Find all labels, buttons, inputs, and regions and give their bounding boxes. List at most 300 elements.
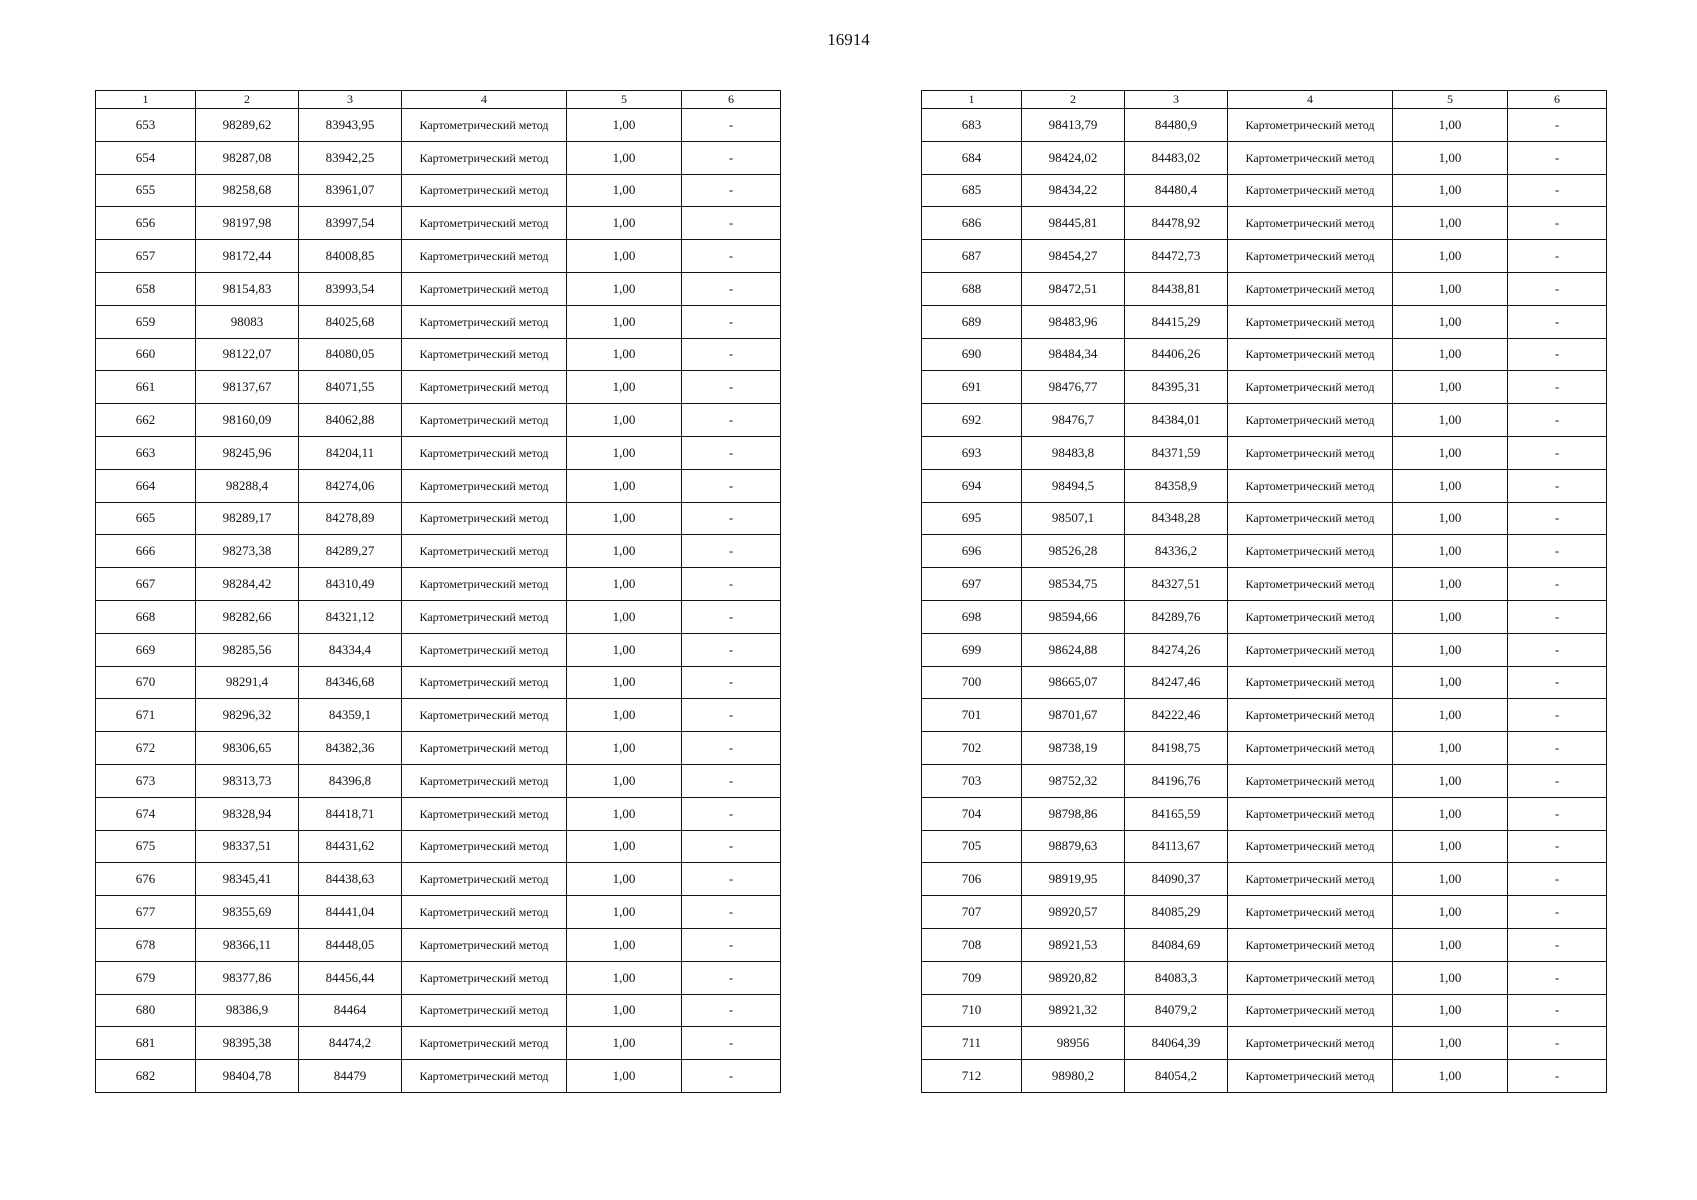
note-cell: -: [1508, 961, 1607, 994]
table-row: [96, 469, 781, 502]
x-coordinate-cell: 98377,86: [196, 961, 299, 994]
coordinates-table-right: [921, 90, 1607, 1093]
point-number-cell: 673: [96, 764, 196, 797]
column-header: 3: [299, 91, 402, 109]
note-cell: -: [1508, 699, 1607, 732]
accuracy-cell: 1,00: [567, 699, 682, 732]
x-coordinate-cell: 98154,83: [196, 272, 299, 305]
y-coordinate-cell: 84310,49: [299, 568, 402, 601]
accuracy-cell: 1,00: [567, 928, 682, 961]
method-cell: Картометрический метод: [1228, 338, 1393, 371]
method-cell: Картометрический метод: [1228, 404, 1393, 437]
note-cell: -: [682, 502, 781, 535]
method-cell: Картометрический метод: [402, 174, 567, 207]
accuracy-cell: 1,00: [567, 502, 682, 535]
note-cell: -: [1508, 207, 1607, 240]
point-number-cell: 676: [96, 863, 196, 896]
x-coordinate-cell: 98980,2: [1022, 1060, 1125, 1093]
point-number-cell: 669: [96, 633, 196, 666]
method-cell: Картометрический метод: [402, 272, 567, 305]
method-cell: Картометрический метод: [1228, 797, 1393, 830]
method-cell: Картометрический метод: [1228, 633, 1393, 666]
table-row: [96, 338, 781, 371]
table-row: [922, 863, 1607, 896]
y-coordinate-cell: 83961,07: [299, 174, 402, 207]
table-row: [922, 1060, 1607, 1093]
point-number-cell: 705: [922, 830, 1022, 863]
note-cell: -: [1508, 240, 1607, 273]
point-number-cell: 662: [96, 404, 196, 437]
method-cell: Картометрический метод: [1228, 830, 1393, 863]
accuracy-cell: 1,00: [567, 338, 682, 371]
point-number-cell: 674: [96, 797, 196, 830]
accuracy-cell: 1,00: [567, 896, 682, 929]
x-coordinate-cell: 98404,78: [196, 1060, 299, 1093]
method-cell: Картометрический метод: [1228, 535, 1393, 568]
x-coordinate-cell: 98534,75: [1022, 568, 1125, 601]
x-coordinate-cell: 98291,4: [196, 666, 299, 699]
table-row: [96, 535, 781, 568]
point-number-cell: 697: [922, 568, 1022, 601]
table-row: [96, 764, 781, 797]
x-coordinate-cell: 98160,09: [196, 404, 299, 437]
point-number-cell: 708: [922, 928, 1022, 961]
accuracy-cell: 1,00: [567, 830, 682, 863]
table-row: [922, 994, 1607, 1027]
note-cell: -: [1508, 1027, 1607, 1060]
x-coordinate-cell: 98919,95: [1022, 863, 1125, 896]
table-row: [96, 666, 781, 699]
point-number-cell: 683: [922, 109, 1022, 142]
point-number-cell: 653: [96, 109, 196, 142]
x-coordinate-cell: 98424,02: [1022, 141, 1125, 174]
table-row: [922, 600, 1607, 633]
table-row: [96, 502, 781, 535]
point-number-cell: 712: [922, 1060, 1022, 1093]
method-cell: Картометрический метод: [1228, 371, 1393, 404]
x-coordinate-cell: 98472,51: [1022, 272, 1125, 305]
accuracy-cell: 1,00: [567, 240, 682, 273]
table-row: [922, 699, 1607, 732]
y-coordinate-cell: 84336,2: [1125, 535, 1228, 568]
note-cell: -: [682, 207, 781, 240]
column-header: 6: [682, 91, 781, 109]
point-number-cell: 695: [922, 502, 1022, 535]
point-number-cell: 699: [922, 633, 1022, 666]
method-cell: Картометрический метод: [402, 666, 567, 699]
accuracy-cell: 1,00: [1393, 764, 1508, 797]
accuracy-cell: 1,00: [1393, 1027, 1508, 1060]
method-cell: Картометрический метод: [1228, 928, 1393, 961]
note-cell: -: [1508, 764, 1607, 797]
method-cell: Картометрический метод: [402, 928, 567, 961]
y-coordinate-cell: 84204,11: [299, 436, 402, 469]
note-cell: -: [682, 896, 781, 929]
method-cell: Картометрический метод: [402, 371, 567, 404]
y-coordinate-cell: 84090,37: [1125, 863, 1228, 896]
accuracy-cell: 1,00: [1393, 109, 1508, 142]
x-coordinate-cell: 98296,32: [196, 699, 299, 732]
y-coordinate-cell: 84480,9: [1125, 109, 1228, 142]
point-number-cell: 663: [96, 436, 196, 469]
method-cell: Картометрический метод: [1228, 896, 1393, 929]
accuracy-cell: 1,00: [567, 141, 682, 174]
note-cell: -: [682, 666, 781, 699]
point-number-cell: 658: [96, 272, 196, 305]
accuracy-cell: 1,00: [1393, 535, 1508, 568]
x-coordinate-cell: 98282,66: [196, 600, 299, 633]
note-cell: -: [682, 469, 781, 502]
note-cell: -: [682, 1027, 781, 1060]
x-coordinate-cell: 98395,38: [196, 1027, 299, 1060]
point-number-cell: 700: [922, 666, 1022, 699]
accuracy-cell: 1,00: [567, 961, 682, 994]
table-row: [922, 207, 1607, 240]
method-cell: Картометрический метод: [402, 863, 567, 896]
y-coordinate-cell: 84327,51: [1125, 568, 1228, 601]
point-number-cell: 685: [922, 174, 1022, 207]
table-row: [96, 896, 781, 929]
accuracy-cell: 1,00: [1393, 797, 1508, 830]
y-coordinate-cell: 84359,1: [299, 699, 402, 732]
accuracy-cell: 1,00: [567, 994, 682, 1027]
method-cell: Картометрический метод: [1228, 568, 1393, 601]
accuracy-cell: 1,00: [567, 633, 682, 666]
table-row: [922, 896, 1607, 929]
method-cell: Картометрический метод: [402, 240, 567, 273]
point-number-cell: 668: [96, 600, 196, 633]
note-cell: -: [682, 436, 781, 469]
accuracy-cell: 1,00: [567, 764, 682, 797]
table-row: [96, 863, 781, 896]
x-coordinate-cell: 98594,66: [1022, 600, 1125, 633]
point-number-cell: 664: [96, 469, 196, 502]
x-coordinate-cell: 98738,19: [1022, 732, 1125, 765]
x-coordinate-cell: 98083: [196, 305, 299, 338]
accuracy-cell: 1,00: [1393, 994, 1508, 1027]
x-coordinate-cell: 98701,67: [1022, 699, 1125, 732]
method-cell: Картометрический метод: [402, 830, 567, 863]
accuracy-cell: 1,00: [1393, 830, 1508, 863]
point-number-cell: 711: [922, 1027, 1022, 1060]
header-row: [96, 91, 781, 109]
y-coordinate-cell: 84084,69: [1125, 928, 1228, 961]
table-row: [922, 928, 1607, 961]
column-header: 4: [1228, 91, 1393, 109]
table-row: [96, 568, 781, 601]
y-coordinate-cell: 84025,68: [299, 305, 402, 338]
x-coordinate-cell: 98665,07: [1022, 666, 1125, 699]
table-row: [922, 633, 1607, 666]
table-row: [922, 1027, 1607, 1060]
column-header: 2: [196, 91, 299, 109]
y-coordinate-cell: 84483,02: [1125, 141, 1228, 174]
table-row: [96, 1027, 781, 1060]
y-coordinate-cell: 84406,26: [1125, 338, 1228, 371]
accuracy-cell: 1,00: [1393, 272, 1508, 305]
table-row: [96, 305, 781, 338]
y-coordinate-cell: 84321,12: [299, 600, 402, 633]
x-coordinate-cell: 98921,53: [1022, 928, 1125, 961]
y-coordinate-cell: 84396,8: [299, 764, 402, 797]
method-cell: Картометрический метод: [1228, 764, 1393, 797]
header-row: [922, 91, 1607, 109]
column-header: 6: [1508, 91, 1607, 109]
table-row: [922, 568, 1607, 601]
table-row: [922, 272, 1607, 305]
note-cell: -: [682, 404, 781, 437]
accuracy-cell: 1,00: [1393, 207, 1508, 240]
accuracy-cell: 1,00: [1393, 502, 1508, 535]
y-coordinate-cell: 84358,9: [1125, 469, 1228, 502]
method-cell: Картометрический метод: [1228, 600, 1393, 633]
note-cell: -: [1508, 994, 1607, 1027]
note-cell: -: [682, 797, 781, 830]
x-coordinate-cell: 98507,1: [1022, 502, 1125, 535]
x-coordinate-cell: 98172,44: [196, 240, 299, 273]
note-cell: -: [682, 699, 781, 732]
x-coordinate-cell: 98137,67: [196, 371, 299, 404]
column-header: 5: [567, 91, 682, 109]
table-row: [96, 272, 781, 305]
x-coordinate-cell: 98306,65: [196, 732, 299, 765]
accuracy-cell: 1,00: [567, 174, 682, 207]
x-coordinate-cell: 98483,96: [1022, 305, 1125, 338]
x-coordinate-cell: 98328,94: [196, 797, 299, 830]
point-number-cell: 657: [96, 240, 196, 273]
table-row: [922, 371, 1607, 404]
note-cell: -: [1508, 272, 1607, 305]
method-cell: Картометрический метод: [1228, 863, 1393, 896]
table-row: [922, 797, 1607, 830]
note-cell: -: [682, 961, 781, 994]
table-row: [922, 338, 1607, 371]
method-cell: Картометрический метод: [402, 1027, 567, 1060]
y-coordinate-cell: 84274,06: [299, 469, 402, 502]
note-cell: -: [1508, 141, 1607, 174]
y-coordinate-cell: 84054,2: [1125, 1060, 1228, 1093]
method-cell: Картометрический метод: [402, 502, 567, 535]
table-row: [96, 141, 781, 174]
x-coordinate-cell: 98483,8: [1022, 436, 1125, 469]
x-coordinate-cell: 98879,63: [1022, 830, 1125, 863]
point-number-cell: 707: [922, 896, 1022, 929]
accuracy-cell: 1,00: [567, 109, 682, 142]
y-coordinate-cell: 84113,67: [1125, 830, 1228, 863]
method-cell: Картометрический метод: [1228, 305, 1393, 338]
accuracy-cell: 1,00: [1393, 863, 1508, 896]
table-row: [922, 830, 1607, 863]
x-coordinate-cell: 98273,38: [196, 535, 299, 568]
y-coordinate-cell: 84071,55: [299, 371, 402, 404]
column-header: 1: [922, 91, 1022, 109]
accuracy-cell: 1,00: [1393, 404, 1508, 437]
x-coordinate-cell: 98445,81: [1022, 207, 1125, 240]
point-number-cell: 675: [96, 830, 196, 863]
note-cell: -: [1508, 797, 1607, 830]
x-coordinate-cell: 98434,22: [1022, 174, 1125, 207]
y-coordinate-cell: 84080,05: [299, 338, 402, 371]
accuracy-cell: 1,00: [567, 797, 682, 830]
point-number-cell: 689: [922, 305, 1022, 338]
note-cell: -: [682, 174, 781, 207]
point-number-cell: 661: [96, 371, 196, 404]
note-cell: -: [1508, 666, 1607, 699]
x-coordinate-cell: 98476,7: [1022, 404, 1125, 437]
table-row: [922, 404, 1607, 437]
x-coordinate-cell: 98413,79: [1022, 109, 1125, 142]
point-number-cell: 672: [96, 732, 196, 765]
y-coordinate-cell: 84247,46: [1125, 666, 1228, 699]
method-cell: Картометрический метод: [402, 436, 567, 469]
table-row: [922, 469, 1607, 502]
x-coordinate-cell: 98337,51: [196, 830, 299, 863]
y-coordinate-cell: 84274,26: [1125, 633, 1228, 666]
note-cell: -: [1508, 469, 1607, 502]
x-coordinate-cell: 98289,62: [196, 109, 299, 142]
note-cell: -: [682, 568, 781, 601]
note-cell: -: [682, 109, 781, 142]
point-number-cell: 690: [922, 338, 1022, 371]
note-cell: -: [1508, 535, 1607, 568]
method-cell: Картометрический метод: [1228, 109, 1393, 142]
point-number-cell: 684: [922, 141, 1022, 174]
note-cell: -: [1508, 305, 1607, 338]
method-cell: Картометрический метод: [402, 141, 567, 174]
accuracy-cell: 1,00: [1393, 600, 1508, 633]
point-number-cell: 665: [96, 502, 196, 535]
accuracy-cell: 1,00: [1393, 174, 1508, 207]
accuracy-cell: 1,00: [567, 863, 682, 896]
method-cell: Картометрический метод: [402, 305, 567, 338]
note-cell: -: [682, 994, 781, 1027]
table-row: [922, 961, 1607, 994]
table-row: [96, 600, 781, 633]
y-coordinate-cell: 84448,05: [299, 928, 402, 961]
y-coordinate-cell: 84464: [299, 994, 402, 1027]
point-number-cell: 692: [922, 404, 1022, 437]
x-coordinate-cell: 98285,56: [196, 633, 299, 666]
y-coordinate-cell: 84438,63: [299, 863, 402, 896]
table-row: [96, 797, 781, 830]
table-row: [96, 830, 781, 863]
table-row: [96, 174, 781, 207]
x-coordinate-cell: 98284,42: [196, 568, 299, 601]
point-number-cell: 666: [96, 535, 196, 568]
accuracy-cell: 1,00: [567, 1027, 682, 1060]
x-coordinate-cell: 98345,41: [196, 863, 299, 896]
table-row: [96, 109, 781, 142]
y-coordinate-cell: 84384,01: [1125, 404, 1228, 437]
accuracy-cell: 1,00: [1393, 699, 1508, 732]
method-cell: Картометрический метод: [1228, 666, 1393, 699]
table-row: [96, 961, 781, 994]
note-cell: -: [1508, 436, 1607, 469]
accuracy-cell: 1,00: [567, 469, 682, 502]
x-coordinate-cell: 98313,73: [196, 764, 299, 797]
point-number-cell: 704: [922, 797, 1022, 830]
y-coordinate-cell: 84008,85: [299, 240, 402, 273]
coordinates-table-left: [95, 90, 781, 1093]
point-number-cell: 678: [96, 928, 196, 961]
point-number-cell: 710: [922, 994, 1022, 1027]
accuracy-cell: 1,00: [1393, 633, 1508, 666]
y-coordinate-cell: 84441,04: [299, 896, 402, 929]
point-number-cell: 702: [922, 732, 1022, 765]
table-row: [922, 174, 1607, 207]
method-cell: Картометрический метод: [1228, 994, 1393, 1027]
accuracy-cell: 1,00: [567, 272, 682, 305]
note-cell: -: [1508, 633, 1607, 666]
x-coordinate-cell: 98921,32: [1022, 994, 1125, 1027]
table-row: [96, 732, 781, 765]
column-header: 2: [1022, 91, 1125, 109]
table-row: [96, 436, 781, 469]
method-cell: Картометрический метод: [1228, 1060, 1393, 1093]
accuracy-cell: 1,00: [1393, 928, 1508, 961]
method-cell: Картометрический метод: [1228, 436, 1393, 469]
x-coordinate-cell: 98355,69: [196, 896, 299, 929]
point-number-cell: 706: [922, 863, 1022, 896]
y-coordinate-cell: 84438,81: [1125, 272, 1228, 305]
note-cell: -: [1508, 600, 1607, 633]
accuracy-cell: 1,00: [567, 600, 682, 633]
table-row: [922, 109, 1607, 142]
method-cell: Картометрический метод: [1228, 174, 1393, 207]
y-coordinate-cell: 84479: [299, 1060, 402, 1093]
point-number-cell: 687: [922, 240, 1022, 273]
x-coordinate-cell: 98258,68: [196, 174, 299, 207]
column-header: 5: [1393, 91, 1508, 109]
y-coordinate-cell: 83993,54: [299, 272, 402, 305]
point-number-cell: 686: [922, 207, 1022, 240]
note-cell: -: [682, 371, 781, 404]
y-coordinate-cell: 84334,4: [299, 633, 402, 666]
x-coordinate-cell: 98366,11: [196, 928, 299, 961]
y-coordinate-cell: 84062,88: [299, 404, 402, 437]
x-coordinate-cell: 98956: [1022, 1027, 1125, 1060]
y-coordinate-cell: 84418,71: [299, 797, 402, 830]
point-number-cell: 698: [922, 600, 1022, 633]
x-coordinate-cell: 98494,5: [1022, 469, 1125, 502]
y-coordinate-cell: 84456,44: [299, 961, 402, 994]
note-cell: -: [682, 338, 781, 371]
table-row: [96, 699, 781, 732]
accuracy-cell: 1,00: [1393, 961, 1508, 994]
y-coordinate-cell: 84382,36: [299, 732, 402, 765]
point-number-cell: 680: [96, 994, 196, 1027]
point-number-cell: 656: [96, 207, 196, 240]
point-number-cell: 701: [922, 699, 1022, 732]
note-cell: -: [1508, 568, 1607, 601]
accuracy-cell: 1,00: [1393, 1060, 1508, 1093]
x-coordinate-cell: 98798,86: [1022, 797, 1125, 830]
x-coordinate-cell: 98624,88: [1022, 633, 1125, 666]
x-coordinate-cell: 98287,08: [196, 141, 299, 174]
table-row: [96, 207, 781, 240]
x-coordinate-cell: 98122,07: [196, 338, 299, 371]
table-row: [922, 502, 1607, 535]
y-coordinate-cell: 84371,59: [1125, 436, 1228, 469]
note-cell: -: [682, 305, 781, 338]
y-coordinate-cell: 84289,27: [299, 535, 402, 568]
point-number-cell: 667: [96, 568, 196, 601]
point-number-cell: 655: [96, 174, 196, 207]
point-number-cell: 679: [96, 961, 196, 994]
note-cell: -: [1508, 404, 1607, 437]
x-coordinate-cell: 98920,82: [1022, 961, 1125, 994]
table-row: [96, 240, 781, 273]
